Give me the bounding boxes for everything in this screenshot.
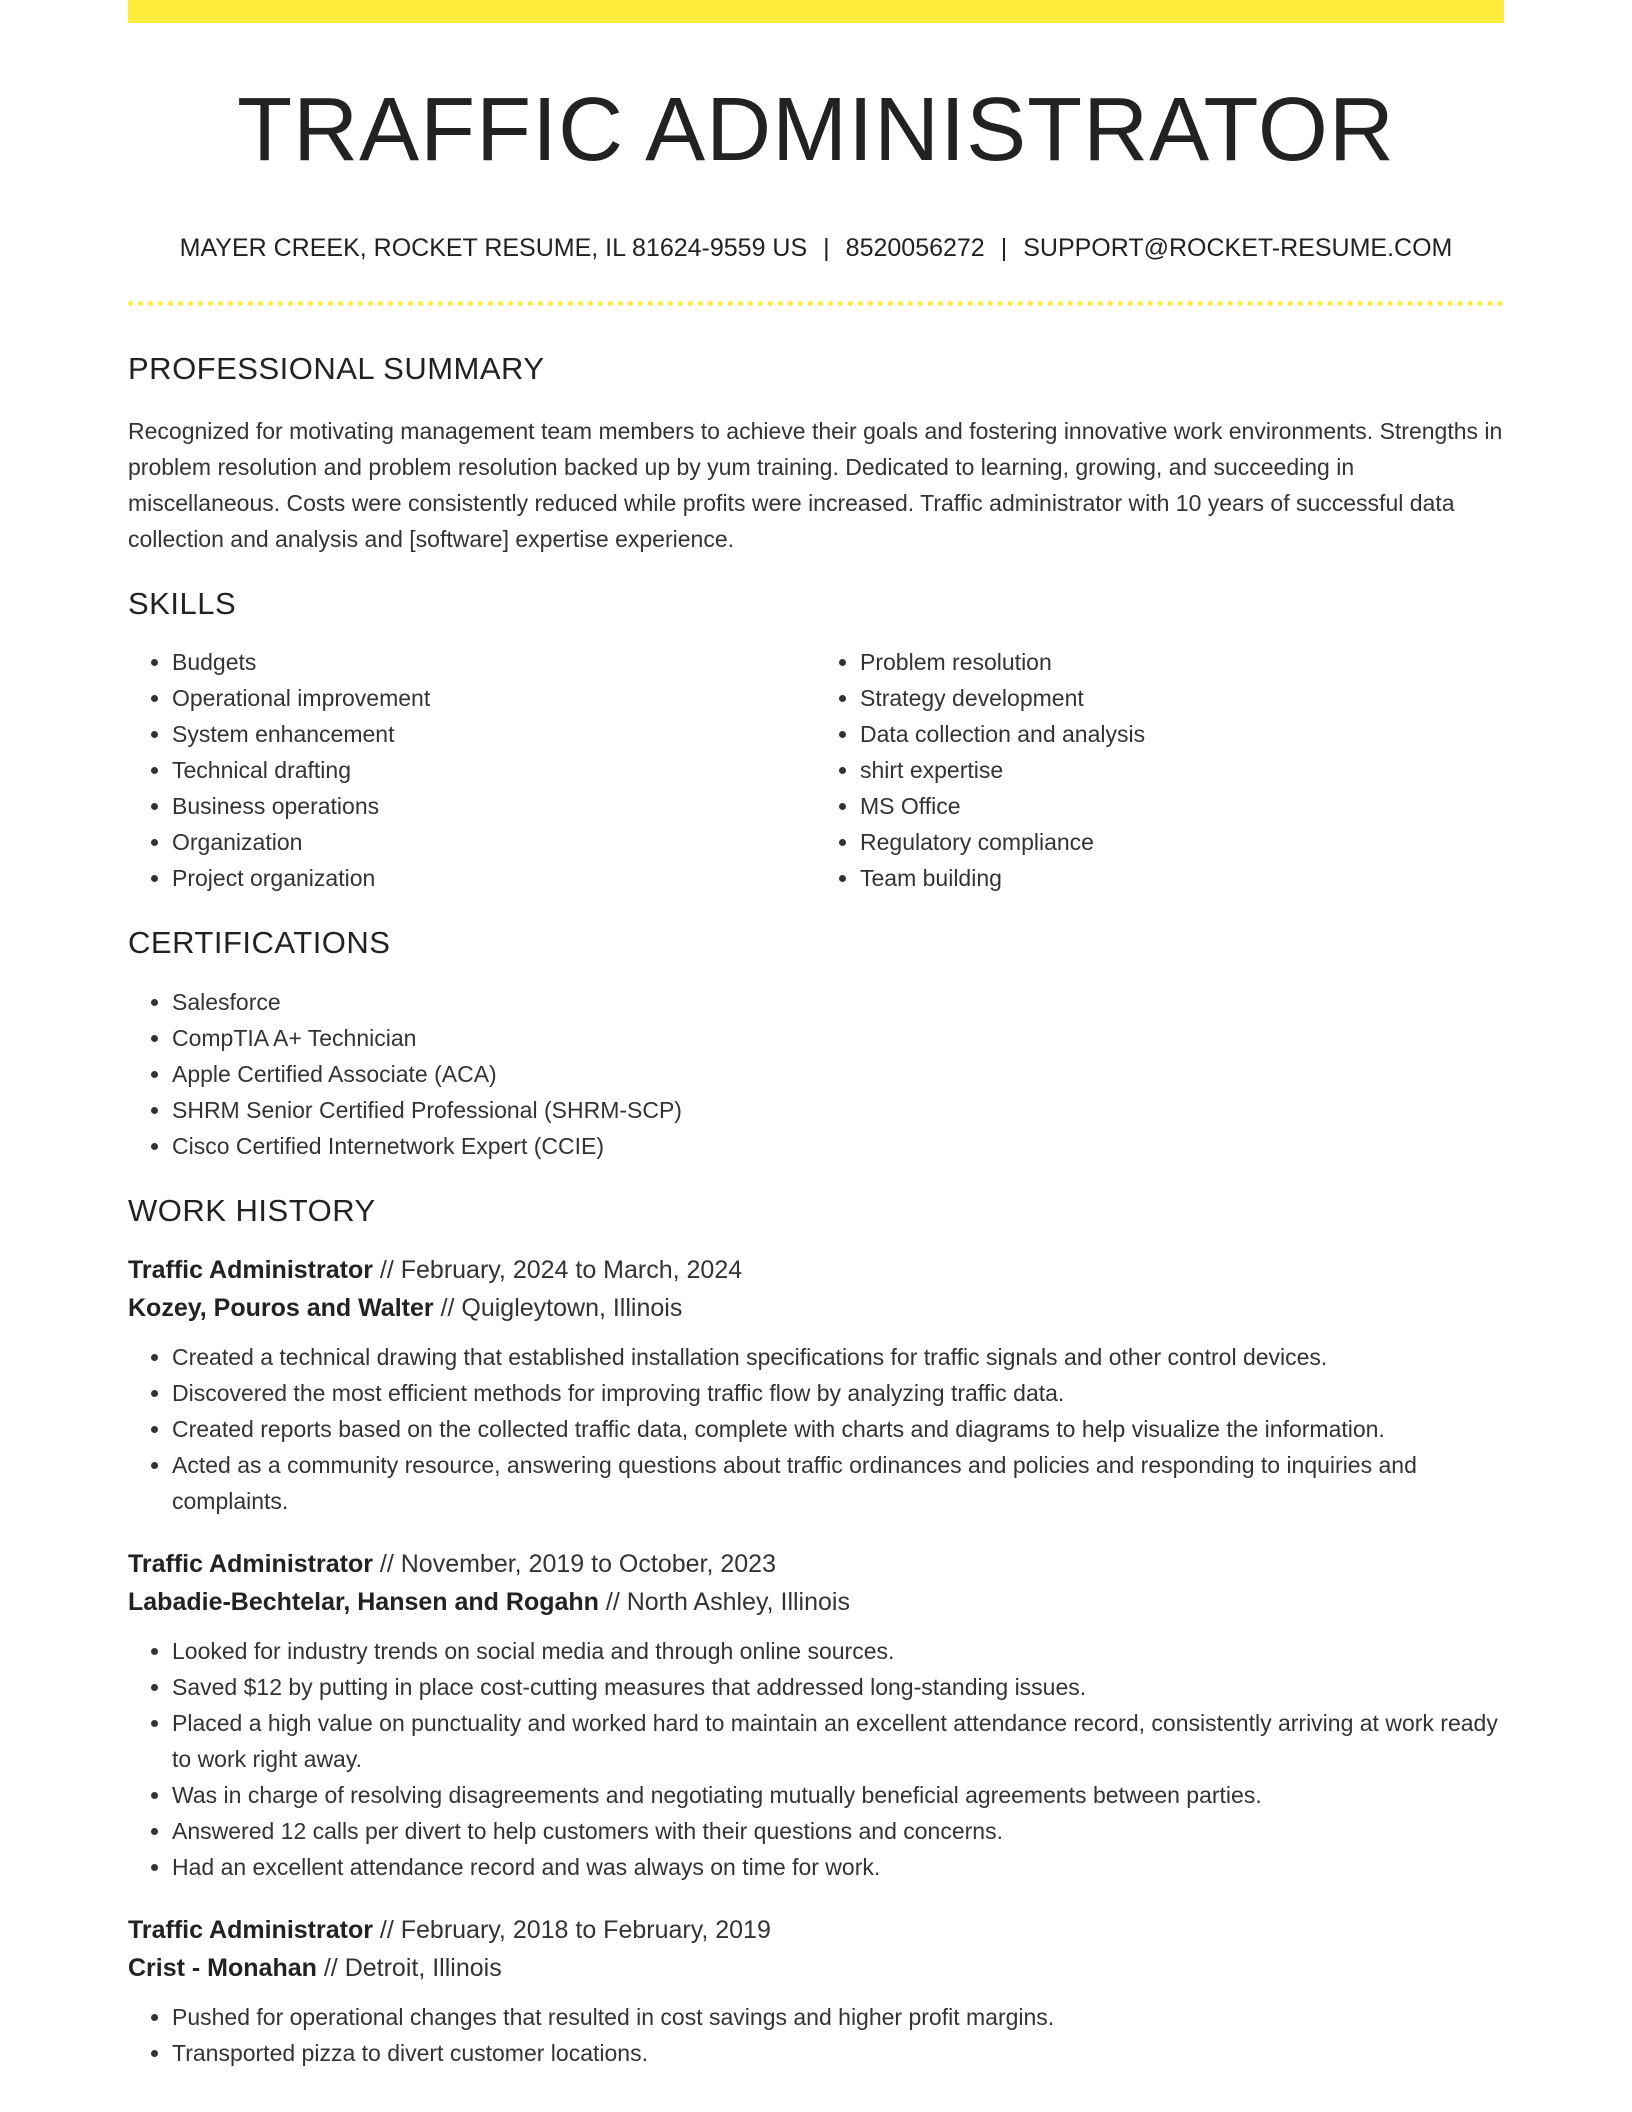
skill-item: • Team building <box>860 860 1504 896</box>
contact-phone: 8520056272 <box>845 234 985 262</box>
skill-item: • Strategy development <box>860 680 1504 716</box>
job-entry <box>128 1545 1504 1885</box>
job-role: Traffic Administrator <box>128 1549 373 1578</box>
job-bullet: • Had an excellent attendance record and was always on time for work. <box>172 1849 1504 1885</box>
skills-columns <box>128 644 1504 896</box>
certification-item: • CompTIA A+ Technician <box>172 1020 1504 1056</box>
job-bullet: • Created a technical drawing that established installation specifications for traffic signals and other control devices. <box>172 1339 1504 1375</box>
job-dates: // February, 2024 to March, 2024 <box>379 1255 743 1284</box>
job-entry <box>128 1251 1504 1519</box>
job-role-line <box>128 1911 1504 1949</box>
job-company-line <box>128 1583 1504 1621</box>
job-bullet: • Discovered the most efficient methods for improving traffic flow by analyzing traffic data. <box>172 1375 1504 1411</box>
skill-item: • Organization <box>172 824 816 860</box>
job-company: Kozey, Pouros and Walter <box>128 1293 434 1322</box>
job-dates: // February, 2018 to February, 2019 <box>379 1915 771 1944</box>
certification-item: • Cisco Certified Internetwork Expert (CCIE) <box>172 1128 1504 1164</box>
job-location: // Detroit, Illinois <box>323 1953 502 1982</box>
job-location: // Quigleytown, Illinois <box>440 1293 683 1322</box>
job-location: // North Ashley, Illinois <box>605 1587 850 1616</box>
job-entry <box>128 1911 1504 2071</box>
skill-item: • Problem resolution <box>860 644 1504 680</box>
job-bullet: • Created reports based on the collected traffic data, complete with charts and diagrams to help visualize the information. <box>172 1411 1504 1447</box>
job-bullet: • Looked for industry trends on social media and through online sources. <box>172 1633 1504 1669</box>
resume-page <box>128 0 1504 2071</box>
job-company-line <box>128 1949 1504 1987</box>
skill-item: • shirt expertise <box>860 752 1504 788</box>
resume-name: TRAFFIC ADMINISTRATOR <box>237 80 1395 180</box>
job-role-line <box>128 1251 1504 1289</box>
job-bullet: • Transported pizza to divert customer locations. <box>172 2035 1504 2071</box>
skills-right-list <box>816 644 1504 896</box>
job-bullets <box>128 1999 1504 2071</box>
skill-item: • Operational improvement <box>172 680 816 716</box>
skill-item: • Regulatory compliance <box>860 824 1504 860</box>
contact-email: SUPPORT@ROCKET-RESUME.COM <box>1023 234 1453 262</box>
skills-left-list <box>128 644 816 896</box>
job-bullet: • Pushed for operational changes that resulted in cost savings and higher profit margins. <box>172 1999 1504 2035</box>
skill-item: • System enhancement <box>172 716 816 752</box>
skill-item: • Business operations <box>172 788 816 824</box>
job-bullet: • Saved $12 by putting in place cost-cutting measures that addressed long-standing issues. <box>172 1669 1504 1705</box>
job-bullet: • Acted as a community resource, answering questions about traffic ordinances and policies and responding to inquiries and complaints. <box>172 1447 1504 1519</box>
skill-item: • Budgets <box>172 644 816 680</box>
top-accent-bar <box>128 0 1504 23</box>
job-company-line <box>128 1289 1504 1327</box>
job-bullet: • Was in charge of resolving disagreements and negotiating mutually beneficial agreements between parties. <box>172 1777 1504 1813</box>
skill-item: • MS Office <box>860 788 1504 824</box>
job-role: Traffic Administrator <box>128 1255 373 1284</box>
job-bullets <box>128 1633 1504 1885</box>
dotted-divider <box>128 301 1504 306</box>
contact-separator: | <box>1000 234 1008 262</box>
certification-item: • SHRM Senior Certified Professional (SHRM-SCP) <box>172 1092 1504 1128</box>
job-role: Traffic Administrator <box>128 1915 373 1944</box>
summary-text: Recognized for motivating management team members to achieve their goals and fostering innovative work environments. Strengths in problem resolution and problem resolution backed up by yum training. Dedicated to learning, growing, and succeeding in miscellaneous. Costs were consistently reduced while profits were increased. Traffic administrator with 10 years of successful data collection and analysis and [software] expertise experience. <box>128 418 1503 553</box>
contact-separator: | <box>823 234 830 262</box>
job-bullet: • Answered 12 calls per divert to help customers with their questions and concerns. <box>172 1813 1504 1849</box>
certification-item: • Salesforce <box>172 984 1504 1020</box>
job-bullet: • Placed a high value on punctuality and worked hard to maintain an excellent attendance record, consistently arriving at work ready to work right away. <box>172 1705 1504 1777</box>
job-dates: // November, 2019 to October, 2023 <box>379 1549 776 1578</box>
contact-address: MAYER CREEK, ROCKET RESUME, IL 81624-9559 US <box>179 234 808 262</box>
job-company: Crist - Monahan <box>128 1953 317 1982</box>
section-title-skills: SKILLS <box>128 586 237 622</box>
contact-line <box>128 233 1504 263</box>
skill-item: • Data collection and analysis <box>860 716 1504 752</box>
section-title-summary: PROFESSIONAL SUMMARY <box>128 351 545 386</box>
job-role-line <box>128 1545 1504 1583</box>
certifications-list <box>128 984 1504 1164</box>
section-title-certifications: CERTIFICATIONS <box>128 925 391 961</box>
skill-item: • Project organization <box>172 860 816 896</box>
job-company: Labadie-Bechtelar, Hansen and Rogahn <box>128 1587 599 1616</box>
certification-item: • Apple Certified Associate (ACA) <box>172 1056 1504 1092</box>
skill-item: • Technical drafting <box>172 752 816 788</box>
section-title-work-history: WORK HISTORY <box>128 1192 376 1228</box>
job-bullets <box>128 1339 1504 1519</box>
